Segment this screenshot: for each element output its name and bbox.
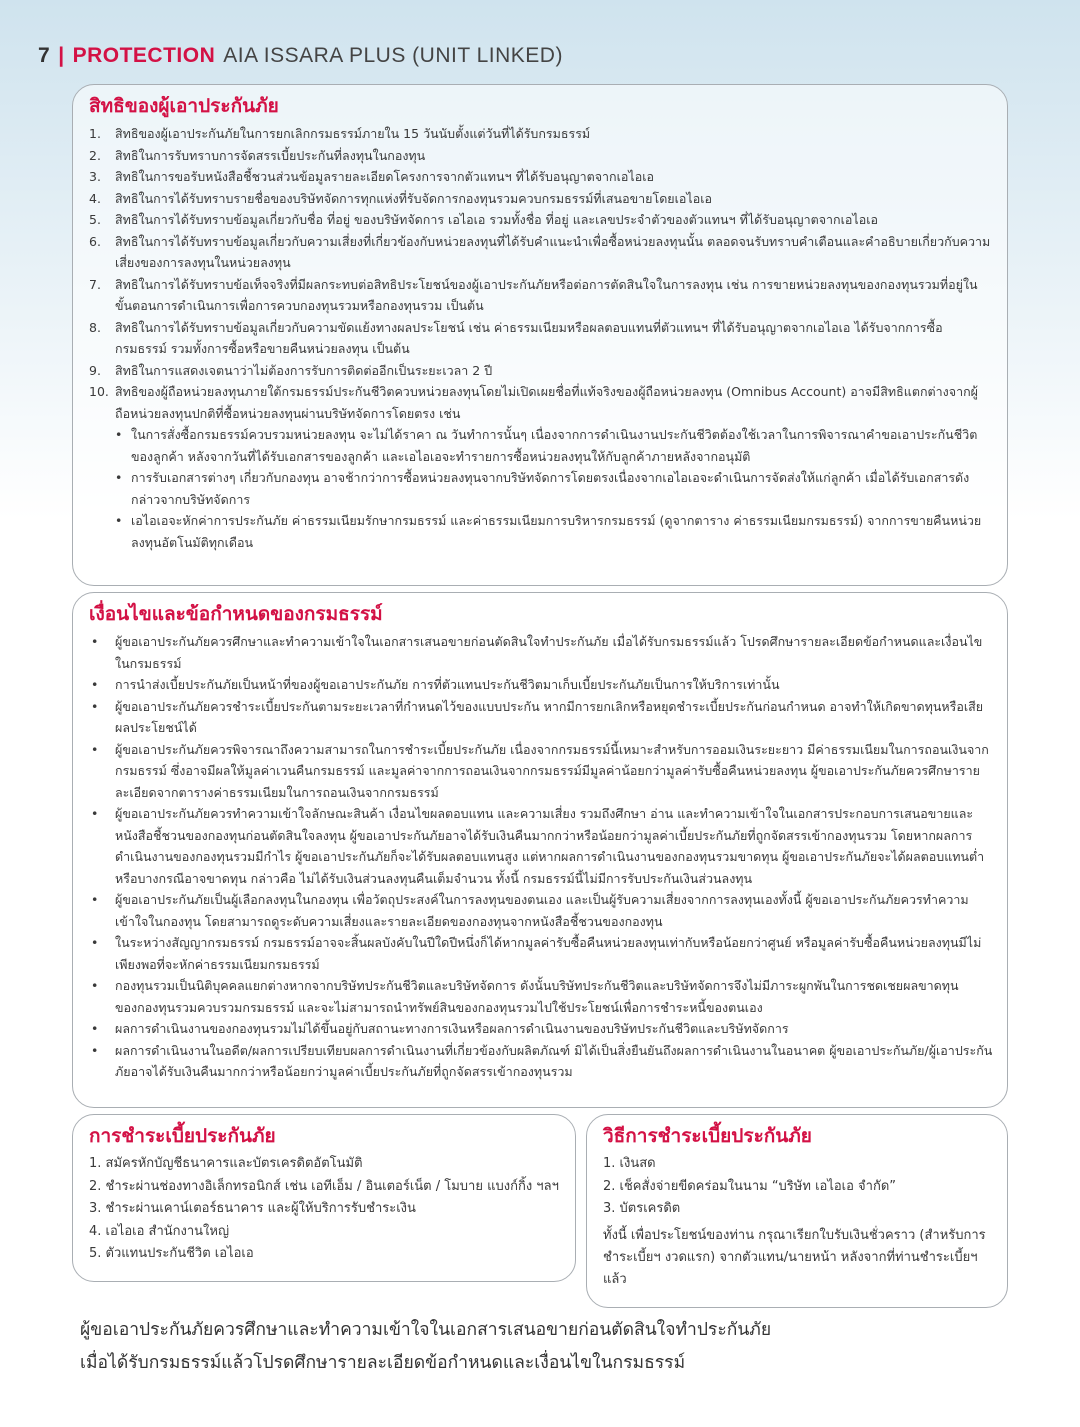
conditions-title: เงื่อนไขและข้อกำหนดของกรมธรรม์ — [89, 603, 383, 625]
list-item: 2. สิทธิในการรับทราบการจัดสรรเบี้ยประกันที่ลงทุนในกองทุน — [89, 147, 426, 163]
footer-line-1: ผู้ขอเอาประกันภัยควรศึกษาและทำความเข้าใจในเอกสารเสนอขายก่อนตัดสินใจทำประกันภัย — [80, 1320, 772, 1340]
list-item: 3. บัตรเครดิต — [603, 1201, 681, 1216]
list-item: • ผู้ขอเอาประกันภัยควรทำความเข้าใจลักษณะสินค้า เงื่อนไขผลตอบแทน และความเสี่ยง รวมถึงศึกษา อ่าน และทำความเข้าใจในเอกสารประกอบการเสนอขายและหนังสือชี้ชวนของกองทุนก่อนตัดสินใจลงทุน ผู้ขอเอาประกันภัยอาจได้รับเงินคืนมากกว่าหรือน้อยกว่ามูลค่าเบี้ยประกันภัยที่ถูกจัดสรรเข้ากองทุนรวม โดยหากผลการดำเนินงานของกองทุนรวมมีกำไร ผู้ขอเอาประกันภัยก็จะได้รับผลตอบแทนสูง แต่หากผลการดำเนินงานของกองทุนรวมขาดทุน ผู้ขอเอาประกันภัยจะได้ผลตอบแทนต่ำ หรือบางกรณีอาจขาดทุน กล่าวคือ ไม่ได้รับเงินส่วนลงทุนคืนเต็มจำนวน ทั้งนี้ กรมธรรม์นี้ไม่มีการรับประกันเงินส่วนลงทุน — [89, 803, 993, 889]
list-item: 1. สมัครหักบัญชีธนาคารและบัตรเครดิตอัตโนมัติ — [89, 1156, 363, 1171]
list-item: 10. สิทธิของผู้ถือหน่วยลงทุนภายใต้กรมธรรม์ประกันชีวิตควบหน่วยลงทุนโดยไม่เปิดเผยชื่อที่แท้จริงของผู้ถือหน่วยลงทุน (Omnibus Account) อาจมีสิทธิแตกต่างจากผู้ถือหน่วยลงทุนปกติที่ซื้อหน่วยลงทุนผ่านบริษัทจัดการโดยตรง เช่น — [89, 384, 979, 421]
header-separator: | — [58, 44, 65, 67]
rights-list — [89, 123, 993, 424]
list-item: • ผู้ขอเอาประกันภัยควรศึกษาและทำความเข้าใจในเอกสารเสนอขายก่อนตัดสินใจทำประกันภัย เมื่อได้รับกรมธรรม์แล้ว โปรดศึกษารายละเอียดข้อกำหนดและเงื่อนไขในกรมธรรม์ — [89, 631, 993, 674]
payment-channels-list — [89, 1153, 561, 1266]
list-item: 6. สิทธิในการได้รับทราบข้อมูลเกี่ยวกับความเสี่ยงที่เกี่ยวข้องกับหน่วยลงทุนที่ได้รับคำแนะนำเพื่อซื้อหน่วยลงทุนนั้น ตลอดจนรับทราบคำเตือนและคำอธิบายเกี่ยวกับความเสี่ยงของการลงทุนในหน่วยลงทุน — [89, 233, 991, 270]
list-item: • การนำส่งเบี้ยประกันภัยเป็นหน้าที่ของผู้ขอเอาประกันภัย การที่ตัวแทนประกันชีวิตมาเก็บเบี้ยประกันภัยเป็นการให้บริการเท่านั้น — [89, 674, 993, 696]
list-item: • กองทุนรวมเป็นนิติบุคคลแยกต่างหากจากบริษัทประกันชีวิตและบริษัทจัดการ ดังนั้นบริษัทประกันชีวิตและบริษัทจัดการจึงไม่มีภาระผูกพันในการชดเชยผลขาดทุนของกองทุนรวมควบรวมกรมธรรม์ และจะไม่สามารถนำทรัพย์สินของกองทุนรวมไปใช้ประโยชน์เพื่อการชำระหนี้ของตนเอง — [89, 975, 993, 1018]
list-item: 2. ชำระผ่านช่องทางอิเล็กทรอนิกส์ เช่น เอทีเอ็ม / อินเตอร์เน็ต / โมบาย แบงก์กิ้ง ฯลฯ — [89, 1178, 559, 1194]
list-item: 1. เงินสด — [603, 1156, 656, 1171]
footer-disclaimer — [80, 1314, 1040, 1380]
rights-title: สิทธิของผู้เอาประกันภัย — [89, 95, 279, 117]
payment-channels-section — [72, 1114, 576, 1282]
payment-methods-list — [603, 1153, 993, 1221]
rights-section — [72, 84, 1008, 586]
list-item: 4. เอไอเอ สำนักงานใหญ่ — [89, 1223, 230, 1239]
page-header — [38, 44, 563, 68]
list-item: • ในระหว่างสัญญากรมธรรม์ กรมธรรม์อาจจะสิ้นผลบังคับในปีใดปีหนึ่งก็ได้หากมูลค่ารับซื้อคืนหน่วยลงทุนเท่ากับหรือน้อยกว่าศูนย์ หรือมูลค่ารับซื้อคืนหน่วยลงทุนมีไม่เพียงพอที่จะหักค่าธรรมเนียมกรมธรรม์ — [89, 932, 993, 975]
list-item: • ผลการดำเนินงานในอดีต/ผลการเปรียบเทียบผลการดำเนินงานที่เกี่ยวข้องกับผลิตภัณฑ์ มิได้เป็นสิ่งยืนยันถึงผลการดำเนินงานในอนาคต ผู้ขอเอาประกันภัย/ผู้เอาประกันภัยอาจได้รับเงินคืนมากกว่าหรือน้อยกว่ามูลค่าเบี้ยประกันภัยที่ถูกจัดสรรเข้ากองทุนรวม — [89, 1040, 993, 1083]
section-label: PROTECTION — [72, 44, 216, 67]
list-item: • ในการสั่งซื้อกรมธรรม์ควบรวมหน่วยลงทุน จะไม่ได้ราคา ณ วันทำการนั้นๆ เนื่องจากการดำเนินงานประกันชีวิตต้องใช้เวลาในการพิจารณาคำขอเอาประกันชีวิตของลูกค้า หลังจากวันที่ได้รับเอกสารของลูกค้า และเอไอเอจะทำรายการซื้อหน่วยลงทุนให้กับลูกค้าภายหลังจากอนุมัติ — [89, 424, 993, 467]
list-item: • ผู้ขอเอาประกันภัยเป็นผู้เลือกลงทุนในกองทุน เพื่อวัตถุประสงค์ในการลงทุนของตนเอง และเป็นผู้รับความเสี่ยงจากการลงทุนเองทั้งนี้ ผู้ขอเอาประกันภัยควรทำความเข้าใจในกองทุน โดยสามารถดูระดับความเสี่ยงและรายละเอียดของกองทุนจากหนังสือชี้ชวนของกองทุน — [89, 889, 993, 932]
payment-note: ทั้งนี้ เพื่อประโยชน์ของท่าน กรุณาเรียกใบรับเงินชั่วคราว (สำหรับการชำระเบี้ยฯ งวดแรก) จากตัวแทน/นายหน้า หลังจากที่ท่านชำระเบี้ยฯ แล้ว — [603, 1227, 986, 1287]
payment-methods-title: วิธีการชำระเบี้ยประกันภัย — [603, 1125, 812, 1147]
payment-channels-title: การชำระเบี้ยประกันภัย — [89, 1125, 276, 1147]
list-item: 8. สิทธิในการได้รับทราบข้อมูลเกี่ยวกับความขัดแย้งทางผลประโยชน์ เช่น ค่าธรรมเนียมหรือผลตอบแทนที่ตัวแทนฯ ที่ได้รับอนุญาตจากเอไอเอ ได้รับจากการซื้อกรมธรรม์ รวมทั้งการซื้อหรือขายคืนหน่วยลงทุน เป็นต้น — [89, 319, 943, 356]
rights-sub-list — [89, 424, 993, 553]
list-item: 3. สิทธิในการขอรับหนังสือชี้ชวนส่วนข้อมูลรายละเอียดโครงการจากตัวแทนฯ ที่ได้รับอนุญาตจากเอไอเอ — [89, 169, 654, 184]
list-item: 4. สิทธิในการได้รับทราบรายชื่อของบริษัทจัดการทุกแห่งที่รับจัดการกองทุนรวมควบกรมธรรม์ที่เสนอขายโดยเอไอเอ — [89, 190, 712, 206]
conditions-list — [89, 631, 993, 1083]
page-number: 7 — [38, 44, 51, 67]
list-item: 5. ตัวแทนประกันชีวิต เอไอเอ — [89, 1246, 254, 1261]
list-item: • เอไอเอจะหักค่าการประกันภัย ค่าธรรมเนียมรักษากรมธรรม์ และค่าธรรมเนียมการบริหารกรมธรรม์ (ดูจากตาราง ค่าธรรมเนียมกรมธรรม์) จากการขายคืนหน่วยลงทุนอัตโนมัติทุกเดือน — [89, 510, 993, 553]
list-item: 5. สิทธิในการได้รับทราบข้อมูลเกี่ยวกับชื่อ ที่อยู่ ของบริษัทจัดการ เอไอเอ รวมทั้งชื่อ ที่อยู่ และเลขประจำตัวของตัวแทนฯ ที่ได้รับอนุญาตจากเอไอเอ — [89, 212, 878, 227]
list-item: • การรับเอกสารต่างๆ เกี่ยวกับกองทุน อาจช้ากว่าการซื้อหน่วยลงทุนจากบริษัทจัดการโดยตรงเนื่องจากเอไอเอจะดำเนินการจัดส่งให้แก่ลูกค้า เมื่อได้รับเอกสารดังกล่าวจากบริษัทจัดการ — [89, 467, 993, 510]
footer-line-2: เมื่อได้รับกรมธรรม์แล้วโปรดศึกษารายละเอียดข้อกำหนดและเงื่อนไขในกรมธรรม์ — [80, 1353, 686, 1373]
list-item: 7. สิทธิในการได้รับทราบข้อเท็จจริงที่มีผลกระทบต่อสิทธิประโยชน์ของผู้เอาประกันภัยหรือต่อการตัดสินใจในการลงทุน เช่น การขายหน่วยลงทุนของกองทุนรวมที่อยู่ในขั้นตอนการดำเนินการเพื่อการควบกองทุนรวมหรือกองทุนรวม เป็นต้น — [89, 276, 978, 313]
list-item: 2. เช็คสั่งจ่ายขีดคร่อมในนาม “บริษัท เอไอเอ จำกัด” — [603, 1178, 897, 1194]
list-item: 1. สิทธิของผู้เอาประกันภัยในการยกเลิกกรมธรรม์ภายใน 15 วันนับตั้งแต่วันที่ได้รับกรมธรรม์ — [89, 126, 591, 141]
conditions-section — [72, 592, 1008, 1108]
list-item: • ผู้ขอเอาประกันภัยควรพิจารณาถึงความสามารถในการชำระเบี้ยประกันภัย เนื่องจากกรมธรรม์นี้เหมาะสำหรับการออมเงินระยะยาว มีค่าธรรมเนียมในการถอนเงินจากกรมธรรม์ ซึ่งอาจมีผลให้มูลค่าเวนคืนกรมธรรม์ และมูลค่าจากการถอนเงินจากกรมธรรม์มีมูลค่าน้อยกว่ามูลค่ารับซื้อคืนหน่วยลงทุน ผู้ขอเอาประกันภัยควรศึกษารายละเอียดจากตารางค่าธรรมเนียมในการถอนเงินจากกรมธรรม์ — [89, 739, 993, 804]
list-item: 9. สิทธิในการแสดงเจตนาว่าไม่ต้องการรับการติดต่ออีกเป็นระยะเวลา 2 ปี — [89, 362, 493, 378]
payment-methods-section — [586, 1114, 1008, 1308]
list-item: 3. ชำระผ่านเคาน์เตอร์ธนาคาร และผู้ให้บริการรับชำระเงิน — [89, 1201, 416, 1216]
list-item: • ผลการดำเนินงานของกองทุนรวมไม่ได้ขึ้นอยู่กับสถานะทางการเงินหรือผลการดำเนินงานของบริษัทประกันชีวิตและบริษัทจัดการ — [89, 1018, 993, 1040]
product-name: AIA ISSARA PLUS (UNIT LINKED) — [223, 44, 563, 67]
list-item: • ผู้ขอเอาประกันภัยควรชำระเบี้ยประกันตามระยะเวลาที่กำหนดไว้ของแบบประกัน หากมีการยกเลิกหรือหยุดชำระเบี้ยประกันก่อนกำหนด อาจทำให้เกิดขาดทุนหรือเสียผลประโยชน์ได้ — [89, 696, 993, 739]
